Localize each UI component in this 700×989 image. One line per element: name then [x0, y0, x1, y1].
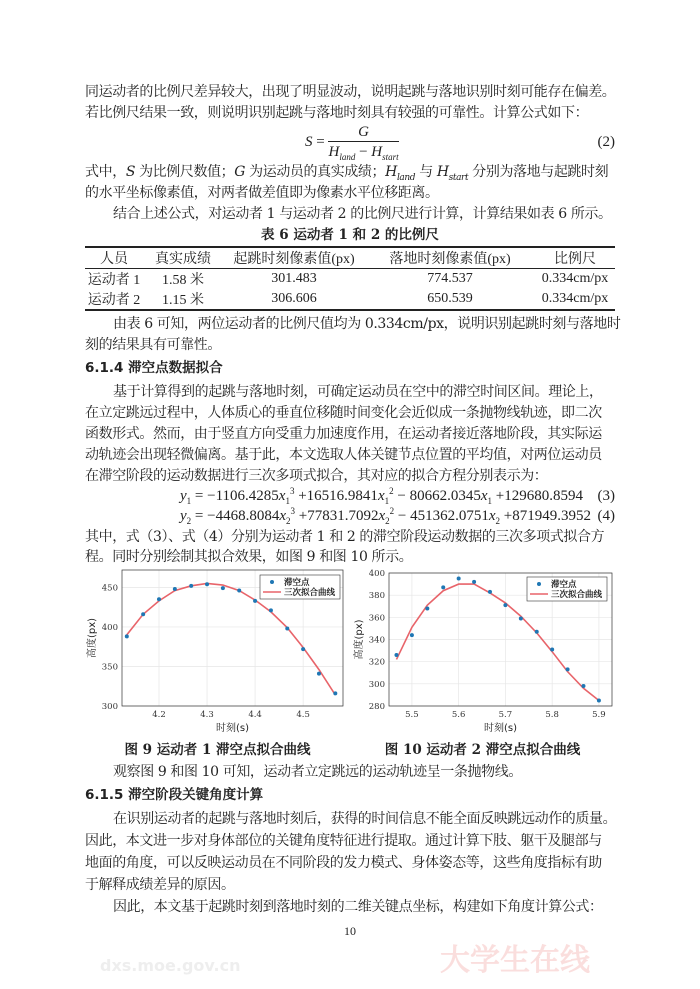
data-point — [237, 589, 241, 593]
fit-curve — [396, 584, 598, 700]
body-line: 动轨迹会出现轻微偏离。基于此，本文选取人体关键节点位置的平均值，对两位运动员 — [85, 447, 602, 463]
y-tick-label: 400 — [368, 569, 385, 579]
data-point — [317, 672, 321, 676]
legend-label: 三次拟合曲线 — [284, 588, 336, 598]
equation-number: (2) — [597, 134, 615, 150]
table-header: 真实成绩 — [155, 252, 211, 267]
table-cell: 1.58 米 — [162, 273, 204, 288]
figure-9-chart — [80, 570, 350, 740]
x-tick-label: 4.3 — [200, 710, 214, 720]
equation-4: $y_2 = -4468.8084x_2^3 +77831.7092x_2^2 - 451362.0751x_2 +871949.3952$ (4) — [180, 506, 615, 526]
x-tick-label: 4.4 — [248, 710, 262, 720]
data-point — [285, 627, 289, 631]
y-tick-label: 300 — [368, 679, 385, 690]
table-row — [85, 269, 615, 290]
numerator: G — [358, 124, 369, 140]
y-tick-label: 320 — [368, 657, 385, 668]
legend-label: 滞空点 — [551, 580, 577, 590]
denominator: $H_{land} - H_{start}$ — [328, 144, 399, 162]
data-point — [333, 691, 337, 695]
table-header-row — [85, 247, 615, 269]
y-tick-label: 280 — [368, 702, 385, 712]
equation-2 — [85, 123, 615, 161]
body-line: 观察图 9 和图 10 可知，运动者立定跳远的运动轨迹呈一条抛物线。 — [113, 764, 522, 780]
table-cell: 650.539 — [427, 291, 473, 306]
body-line: 的水平坐标像素值，对两者做差值即为像素水平位移距离。 — [85, 185, 439, 201]
data-point — [519, 616, 523, 620]
body-line: 因此，本文进一步对身体部位的关键角度特征进行提取。通过计算下肢、躯干及腿部与 — [85, 833, 602, 849]
data-point — [488, 590, 492, 594]
table-cell: 0.334cm/px — [541, 291, 609, 306]
x-tick-label: 4.5 — [296, 710, 310, 720]
data-point — [441, 585, 445, 589]
section-heading: 6.1.5 滞空阶段关键角度计算 — [85, 787, 264, 803]
y-tick-label: 400 — [101, 622, 118, 633]
data-point — [253, 599, 257, 603]
body-line: 其中，式（3）、式（4）分别为运动者 1 和 2 的滞空阶段运动数据的三次多项式拟合方 — [85, 529, 605, 545]
body-line: 由表 6 可知，两位运动者的比例尺值均为 0.334cm/px，说明识别起跳时刻与落地时 — [113, 316, 621, 332]
data-point — [503, 603, 507, 607]
data-point — [457, 577, 461, 581]
table-row — [85, 289, 615, 310]
x-tick-label: 5.7 — [498, 710, 513, 720]
body-line: 程。同时分别绘制其拟合效果，如图 9 和图 10 所示。 — [85, 549, 413, 565]
body-line: 于解释成绩差异的原因。 — [85, 877, 235, 893]
y-tick-label: 350 — [101, 662, 118, 673]
body-line: 基于计算得到的起跳与落地时刻，可确定运动员在空中的滞空时间区间。理论上， — [113, 384, 603, 400]
body-line: 若比例尺结果一致，则说明识别起跳与落地时刻具有较强的可靠性。计算公式如下： — [85, 105, 589, 121]
x-tick-label: 5.5 — [405, 710, 419, 720]
y-tick-label: 450 — [101, 583, 118, 594]
table-header: 人员 — [100, 252, 128, 267]
figure-10-caption: 图 10 运动者 2 滞空点拟合曲线 — [384, 742, 581, 758]
body-line: 地面的角度，可以反映运动员在不同阶段的发力模式、身体姿态等，这些角度指标有助 — [85, 855, 602, 871]
body-line: 同运动者的比例尺差异较大，出现了明显波动，说明起跳与落地识别时刻可能存在偏差。 — [85, 84, 616, 100]
figure-9-caption: 图 9 运动者 1 滞空点拟合曲线 — [124, 742, 311, 758]
table-header: 起跳时刻像素值(px) — [233, 252, 355, 267]
x-axis-label: 时刻(s) — [483, 723, 518, 734]
table-cell: 1.15 米 — [162, 293, 204, 308]
table-header: 落地时刻像素值(px) — [389, 252, 511, 267]
data-point — [221, 586, 225, 590]
legend-marker-points — [270, 580, 274, 584]
y-axis-label: 高度(px) — [87, 617, 98, 659]
data-point — [205, 582, 209, 586]
eq-lhs: S — [305, 133, 313, 150]
x-tick-label: 5.9 — [592, 710, 606, 720]
data-point — [394, 653, 398, 657]
table-cell: 301.483 — [271, 271, 317, 286]
table-cell: 运动者 2 — [87, 293, 141, 308]
table-caption: 表 6 运动者 1 和 2 的比例尺 — [261, 227, 439, 243]
data-point — [472, 580, 476, 584]
equation-number: (3) — [597, 488, 615, 504]
legend-label: 滞空点 — [284, 578, 310, 588]
data-point — [581, 684, 585, 688]
body-line: 刻的结果具有可靠性。 — [85, 337, 221, 353]
data-point — [269, 608, 273, 612]
fraction — [328, 123, 398, 162]
data-point — [157, 597, 161, 601]
data-point — [410, 633, 414, 637]
y-tick-label: 340 — [368, 635, 385, 646]
body-line: 因此，本文基于起跳时刻到落地时刻的二维关键点坐标，构建如下角度计算公式： — [113, 899, 603, 915]
x-axis-label: 时刻(s) — [215, 723, 250, 734]
eq-sign: = — [312, 133, 329, 150]
legend-marker-points — [537, 582, 541, 586]
body-line: 结合上述公式，对运动者 1 与运动者 2 的比例尺进行计算，计算结果如表 6 所示。 — [113, 206, 612, 222]
data-point — [141, 612, 145, 616]
watermark-url: dxs.moe.gov.cn — [100, 956, 241, 975]
table-cell: 运动者 1 — [87, 273, 141, 288]
page-number: 10 — [344, 924, 356, 938]
body-line: 式中，S 为比例尺数值；G 为运动员的真实成绩；$H_{land}$ 与 $H_{start}$ 分别为落地与起跳时刻 — [85, 164, 609, 183]
body-line: 在滞空阶段的运动数据进行三次多项式拟合，其对应的拟合方程分别表示为： — [85, 468, 548, 484]
section-heading: 6.1.4 滞空点数据拟合 — [85, 360, 223, 376]
watermark: 大学生在线 — [440, 943, 590, 978]
equation-number: (4) — [597, 508, 615, 524]
body-line: 在立定跳远过程中，人体质心的垂直位移随时间变化会近似成一条抛物线轨迹，即二次 — [85, 405, 602, 421]
data-point — [566, 667, 570, 671]
x-tick-label: 5.8 — [545, 710, 559, 720]
body-line: 函数形式。然而，由于竖直方向受重力加速度作用，在运动者接近落地阶段，其实际运 — [85, 426, 602, 442]
scale-table — [85, 246, 615, 311]
data-point — [173, 587, 177, 591]
figure-10-chart — [350, 570, 620, 740]
data-point — [301, 647, 305, 651]
y-tick-label: 380 — [368, 591, 385, 602]
table-cell: 0.334cm/px — [541, 271, 609, 286]
y-tick-label: 300 — [101, 702, 118, 712]
table-header: 比例尺 — [554, 252, 596, 267]
data-point — [425, 606, 429, 610]
data-point — [189, 584, 193, 588]
data-point — [535, 630, 539, 634]
data-point — [550, 647, 554, 651]
y-tick-label: 360 — [368, 613, 385, 624]
x-tick-label: 4.2 — [152, 710, 166, 720]
equation-3: $y_1 = -1106.4285x_1^3 +16516.9841x_1^2 - 80662.0345x_1 +129680.8594$ (3) — [180, 486, 615, 506]
body-line: 在识别运动者的起跳与落地时刻后，获得的时间信息不能全面反映跳远动作的质量。 — [113, 811, 617, 827]
legend-label: 三次拟合曲线 — [551, 590, 603, 600]
x-tick-label: 5.6 — [451, 710, 466, 720]
data-point — [125, 634, 129, 638]
data-point — [597, 698, 601, 702]
table-cell: 774.537 — [427, 271, 473, 286]
y-axis-label: 高度(px) — [354, 619, 365, 660]
table-cell: 306.606 — [271, 291, 317, 306]
